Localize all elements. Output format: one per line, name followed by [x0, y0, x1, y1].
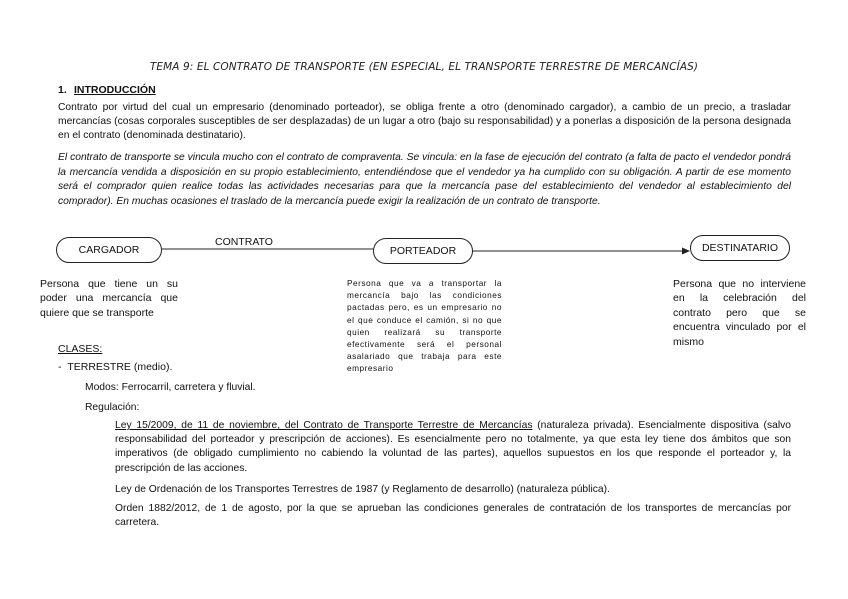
section-heading [58, 84, 156, 96]
ley-15-2009-text: (naturaleza privada). Esencialmente dispositiva (salvo responsabilidad del porteador y prescripción de acciones). Es esencialmente pero no totalmente, ya que esta ley tiene dos ámbitos que son imperativos (de obligado cumplimiento no cabiendo la voluntad de las partes), aquellos supuestos en los que responde el porteador y, la prescripción de las acciones. [115, 420, 791, 474]
ley-15-2009-paragraph [115, 419, 791, 476]
arrow-head-icon [682, 248, 690, 255]
orden-1882-text: Orden 1882/2012, de 1 de agosto, por la que se aprueban las condiciones generales de contratación de los transportes de mercancías por carretera. [115, 503, 791, 529]
definition-paragraph: Contrato por virtud del cual un empresario (denominado porteador), se obliga frente a otro (denominado cargador), a cambio de un precio, a trasladar mercancías (cosas corporales susceptibles de ser desplazadas) de un lugar a otro (bajo su responsabilidad) y a ponerlas a disposición de la persona designada en el contrato (denominada destinatario). [58, 102, 791, 142]
regulacion-label: Regulación: [85, 402, 140, 413]
ley-15-2009-title: Ley 15/2009, de 11 de noviembre, del Contrato de Transporte Terrestre de Mercancías [115, 420, 533, 431]
modos-text: Modos: Ferrocarril, carretera y fluvial. [85, 382, 256, 393]
bullet-dash: - [58, 361, 62, 373]
compraventa-paragraph: El contrato de transporte se vincula mucho con el contrato de compraventa. Se vincula: en la fase de ejecución del contrato (a falta de pacto el vendedor pondrá la mercancía vendida a disposición en su propio establecimiento, entendiéndose que el vendedor ya ha cumplido con su obligación. A partir de ese momento será el comprador quien realice todas las actividades necesarias para que la mercancía pase del establecimiento del vendedor al establecimiento del comprador). En muchas ocasiones el traslado de la mercancía puede exigir la realización de un contrato de transporte. [58, 152, 791, 207]
porteador-box: PORTEADOR [373, 238, 473, 264]
document-title: TEMA 9: EL CONTRATO DE TRANSPORTE (EN ESPECIAL, EL TRANSPORTE TERRESTRE DE MERCANCÍAS) [149, 61, 699, 73]
clases-heading: CLASES: [58, 343, 103, 355]
clases-item [58, 360, 172, 374]
destinatario-description: Persona que no interviene en la celebración del contrato pero que se encuentra vinculado por el mismo [673, 278, 806, 348]
destinatario-box: DESTINATARIO [690, 235, 790, 261]
terrestre-label: TERRESTRE (medio). [67, 361, 173, 373]
section-number: 1. [58, 84, 67, 96]
cargador-description: Persona que tiene un su poder una mercancía que quiere que se transporte [40, 278, 178, 319]
cargador-box: CARGADOR [56, 237, 162, 263]
section-heading-text: INTRODUCCIÓN [74, 84, 156, 96]
contract-label: CONTRATO [215, 236, 273, 248]
ley-ordenacion-text: Ley de Ordenación de los Transportes Terrestres de 1987 (y Reglamento de desarrollo) (naturaleza pública). [115, 484, 610, 495]
porteador-description: Persona que va a transportar la mercancía bajo las condiciones pactadas pero, es un empresario no el que conduce el camión, si no que quien realizará su transporte efectivamente será el personal asalariado que trabaja para este empresario [347, 278, 502, 374]
